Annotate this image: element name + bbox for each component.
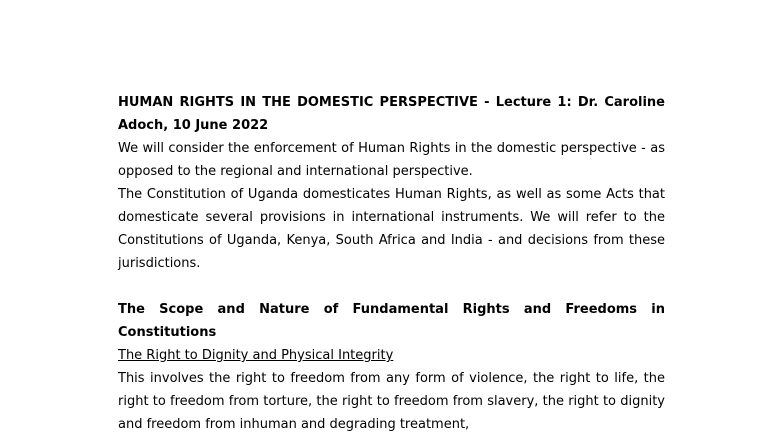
subsection-heading: The Right to Dignity and Physical Integrity xyxy=(118,348,394,363)
dignity-paragraph: This involves the right to freedom from any form of violence, the right to life, the right to freedom from torture, the right to freedom from slavery, the right to dignity and freedom from inhuman and degrading treatment, xyxy=(118,371,665,432)
lecture-heading: HUMAN RIGHTS IN THE DOMESTIC PERSPECTIVE - Lecture 1: Dr. Caroline Adoch, 10 June 2022 xyxy=(118,95,665,133)
paragraph-spacer xyxy=(118,275,665,298)
constitution-paragraph: The Constitution of Uganda domesticates Human Rights, as well as some Acts that domesticate several provisions in international instruments. We will refer to the Constitutions of Uganda, Kenya, South Africa and India - and decisions from these jurisdictions. xyxy=(118,187,665,271)
document-content xyxy=(118,91,665,436)
section-heading: The Scope and Nature of Fundamental Rights and Freedoms in Constitutions xyxy=(118,302,665,340)
intro-paragraph: We will consider the enforcement of Human Rights in the domestic perspective - as opposed to the regional and international perspective. xyxy=(118,141,665,179)
